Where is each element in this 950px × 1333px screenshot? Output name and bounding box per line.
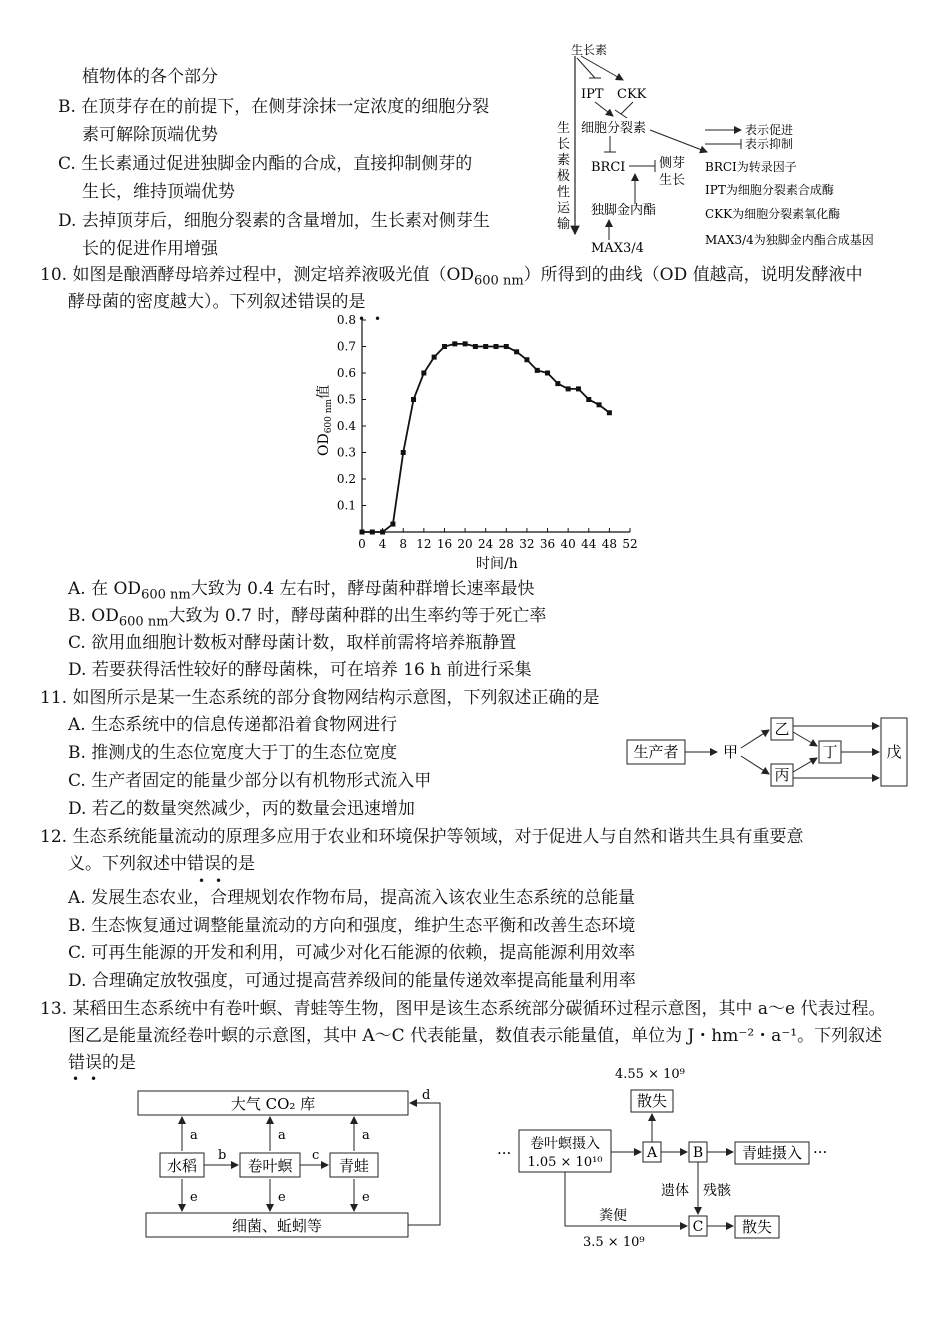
x-tick-label: 36	[539, 537, 556, 551]
data-point	[432, 355, 437, 360]
brci-label: BRCI	[591, 160, 626, 175]
data-point	[390, 522, 395, 527]
x-tick-label: 4	[378, 537, 387, 551]
y-tick-label: 0.2	[336, 472, 356, 486]
q12-stem: 12. 生态系统能量流动的原理多应用于农业和环境保护等领域，对于促进人与自然和谐共生具有重要意	[40, 827, 804, 847]
data-point	[473, 344, 478, 349]
y-tick-label: 0.7	[336, 339, 356, 354]
q11-option-a: A. 生态系统中的信息传递都沿着食物网进行	[68, 715, 398, 735]
svg-text:c: c	[312, 1148, 320, 1163]
svg-text:长: 长	[557, 137, 571, 152]
svg-text:生长: 生长	[659, 173, 686, 188]
chart-axes	[362, 320, 630, 532]
q10-option-b: B. $OD_{600 nm}$大致为 0.7 时，酵母菌种群的出生率约等于死亡率	[68, 606, 547, 630]
y-tick-label: 0.6	[336, 366, 356, 380]
emphasis-dot: •	[90, 1072, 98, 1086]
svg-text:极: 极	[557, 169, 571, 184]
cytokinin-label: 细胞分裂素	[581, 121, 647, 136]
data-point	[411, 397, 416, 402]
data-point	[494, 344, 499, 349]
x-tick-label: 0	[358, 537, 366, 551]
strigolactone-label: 独脚金内酯	[591, 203, 657, 218]
emphasis-dot: •	[215, 874, 223, 888]
data-point	[535, 368, 540, 373]
lateral-bud-label: 侧芽	[659, 156, 686, 171]
q12-option-c: C. 可再生能源的开发和利用，可减少对化石能源的依赖，提高能源利用效率	[68, 943, 636, 963]
yi-node: 乙	[774, 720, 790, 738]
data-points	[360, 341, 612, 534]
legend-promote: 表示促进	[745, 123, 794, 137]
frog-intake: 青蛙摄入	[741, 1144, 803, 1162]
borer-node: 卷叶螟	[247, 1157, 293, 1175]
svg-text:a: a	[362, 1128, 370, 1143]
svg-text:运: 运	[557, 201, 571, 216]
ellipsis-left: ···	[497, 1144, 512, 1162]
q11-stem: 11. 如图所示是某一生态系统的部分食物网结构示意图，下列叙述正确的是	[40, 688, 600, 708]
q12-option-d: D. 合理确定放牧强度，可通过提高营养级间的能量传递效率提高能量利用率	[68, 971, 636, 991]
svg-text:素: 素	[557, 153, 571, 168]
data-point	[586, 397, 591, 402]
data-point	[566, 386, 571, 391]
ipt-label: IPT	[581, 87, 604, 102]
y-tick-label: 0.1	[336, 498, 356, 513]
note-ckk: CKK为细胞分裂素氧化酶	[705, 207, 841, 221]
q10-option-d: D. 若要获得活性较好的酵母菌株，可在培养 16 h 前进行采集	[68, 660, 532, 680]
energy-c: C	[692, 1219, 704, 1235]
x-tick-label: 48	[601, 537, 618, 551]
y-tick-label: 0.4	[336, 419, 356, 433]
loss-box-top: 散失	[636, 1092, 668, 1110]
carbon-cycle-figure	[130, 1085, 450, 1245]
svg-text:输: 输	[557, 217, 571, 232]
food-web-diagram	[625, 712, 915, 792]
x-tick-label: 40	[560, 537, 576, 551]
svg-text:d: d	[422, 1088, 431, 1103]
od-curve	[362, 344, 609, 532]
borer-intake-label: 卷叶螟摄入	[530, 1136, 600, 1152]
y-tick-labels	[337, 313, 356, 513]
x-tick-label: 32	[519, 537, 535, 551]
svg-text:性: 性	[557, 185, 571, 200]
emphasis-dot: •	[374, 312, 382, 326]
frog-node: 青蛙	[338, 1157, 370, 1175]
q11-option-c: C. 生产者固定的能量少部分以有机物形式流入甲	[68, 771, 432, 791]
co2-pool: 大气 CO₂ 库	[230, 1095, 316, 1113]
q9-regulation-diagram	[555, 44, 925, 259]
x-tick-label: 20	[457, 537, 473, 551]
energy-b: B	[692, 1145, 704, 1161]
svg-text:e: e	[190, 1190, 198, 1205]
jia-node: 甲	[723, 743, 739, 761]
producer-node: 生产者	[633, 743, 679, 761]
data-point	[555, 381, 560, 386]
y-tick-label: 0.5	[336, 392, 356, 407]
q9-option-a-continued: 植物体的各个部分	[82, 67, 218, 87]
data-point	[545, 371, 550, 376]
q9-option-d-line2: 长的促进作用增强	[82, 239, 218, 259]
q11-option-d: D. 若乙的数量突然减少，丙的数量会迅速增加	[68, 799, 415, 819]
q13-stem-line2: 图乙是能量流经卷叶螟的示意图，其中 A～C 代表能量，数值表示能量值，单位为 J・hm⁻²・a⁻¹。下列叙述	[68, 1026, 883, 1046]
q10-stem-line2: 酵母菌的密度越大）。下列叙述错误的是	[68, 292, 366, 312]
x-tick-labels	[358, 537, 637, 551]
y-axis-label: $OD_{600 nm}$值	[316, 384, 334, 456]
x-tick-label: 28	[498, 537, 514, 551]
q12-option-a: A. 发展生态农业，合理规划农作物布局，提高流入该农业生态系统的总能量	[68, 888, 636, 908]
data-point	[514, 349, 519, 354]
q10-option-c: C. 欲用血细胞计数板对酵母菌计数，取样前需将培养瓶静置	[68, 633, 517, 653]
note-max: MAX3/4为独脚金内酯合成基因	[705, 233, 874, 247]
data-point	[442, 344, 447, 349]
ellipsis-right: ···	[813, 1143, 828, 1161]
ding-node: 丁	[822, 743, 838, 761]
q9-option-d: D. 去掉顶芽后，细胞分裂素的含量增加，生长素对侧芽生	[58, 211, 490, 231]
max-gene-label: MAX3/4	[591, 241, 644, 256]
rice-node: 水稻	[166, 1157, 198, 1175]
svg-text:残骸: 残骸	[703, 1183, 731, 1199]
note-brci: BRCI为转录因子	[705, 160, 797, 174]
note-ipt: IPT为细胞分裂素合成酶	[705, 183, 834, 197]
x-tick-label: 16	[436, 537, 453, 551]
data-point	[401, 450, 406, 455]
q13-stem: 13. 某稻田生态系统中有卷叶螟、青蛙等生物，图甲是该生态系统部分碳循环过程示意图，其中 a～e 代表过程。	[40, 999, 886, 1019]
q9-option-b: B. 在顶芽存在的前提下，在侧芽涂抹一定浓度的细胞分裂	[58, 97, 490, 117]
data-point	[483, 344, 488, 349]
x-tick-label: 52	[622, 537, 638, 551]
emphasis-dot: •	[198, 874, 206, 888]
feces-label: 粪便	[599, 1208, 627, 1224]
borer-intake-value: 1.05 × 10¹⁰	[527, 1155, 603, 1170]
svg-text:e: e	[362, 1190, 370, 1205]
svg-text:a: a	[190, 1128, 198, 1143]
data-point	[452, 341, 457, 346]
data-point	[504, 344, 509, 349]
data-point	[421, 371, 426, 376]
emphasis-dot: •	[358, 312, 366, 326]
svg-text:a: a	[278, 1128, 286, 1143]
svg-text:生: 生	[557, 121, 571, 136]
q9-option-c: C. 生长素通过促进独脚金内酯的合成，直接抑制侧芽的	[58, 154, 473, 174]
q10-option-a: A. 在 $OD_{600 nm}$大致为 0.4 左右时，酵母菌种群增长速率最快	[68, 579, 535, 603]
q12-option-b: B. 生态恢复通过调整能量流动的方向和强度，维护生态平衡和改善生态环境	[68, 916, 636, 936]
x-axis-label: 时间/h	[476, 556, 518, 572]
energy-flow-figure	[495, 1060, 835, 1255]
data-point	[607, 410, 612, 415]
emphasis-dot: •	[72, 1072, 80, 1086]
polar-transport-label	[557, 120, 571, 232]
q9-option-b-line2: 素可解除顶端优势	[82, 125, 218, 145]
data-point	[380, 530, 385, 535]
data-point	[463, 341, 468, 346]
q9-option-c-line2: 生长，维持顶端优势	[82, 182, 235, 202]
bing-node: 丙	[774, 766, 790, 784]
svg-text:b: b	[218, 1148, 227, 1163]
energy-a: A	[646, 1145, 658, 1161]
decomposer-node: 细菌、蚯蚓等	[231, 1217, 323, 1235]
loss-box-bottom: 散失	[741, 1218, 773, 1236]
y-tick-label: 0.8	[336, 313, 356, 327]
ckk-label: CKK	[617, 87, 647, 102]
q10-stem: 10. 如图是酿酒酵母培养过程中，测定培养液吸光值$(OD_{600 nm})$所得到的曲线（OD 值越高，说明发酵液中	[40, 265, 863, 289]
auxin-top-label: 生长素	[571, 44, 608, 57]
data-point	[597, 402, 602, 407]
x-tick-label: 8	[399, 537, 408, 551]
remains-label: 遗体	[661, 1183, 689, 1199]
data-point	[370, 530, 375, 535]
data-point	[360, 530, 365, 535]
x-tick-label: 12	[416, 537, 432, 551]
loss-value-top: 4.55 × 10⁹	[615, 1067, 685, 1082]
x-tick-label: 44	[581, 537, 597, 551]
feces-value: 3.5 × 10⁹	[583, 1235, 645, 1250]
svg-text:e: e	[278, 1190, 286, 1205]
legend-inhibit: 表示抑制	[745, 137, 794, 151]
q12-stem-line2: 义。下列叙述中错误的是	[68, 854, 255, 874]
q11-option-b: B. 推测戊的生态位宽度大于丁的生态位宽度	[68, 743, 398, 763]
data-point	[524, 357, 529, 362]
x-tick-label: 24	[478, 537, 494, 551]
wu-node: 戊	[886, 743, 902, 761]
od-growth-chart	[312, 312, 642, 582]
data-point	[576, 386, 581, 391]
q13-stem-line3: 错误的是	[68, 1053, 136, 1073]
y-tick-label: 0.3	[336, 445, 356, 460]
